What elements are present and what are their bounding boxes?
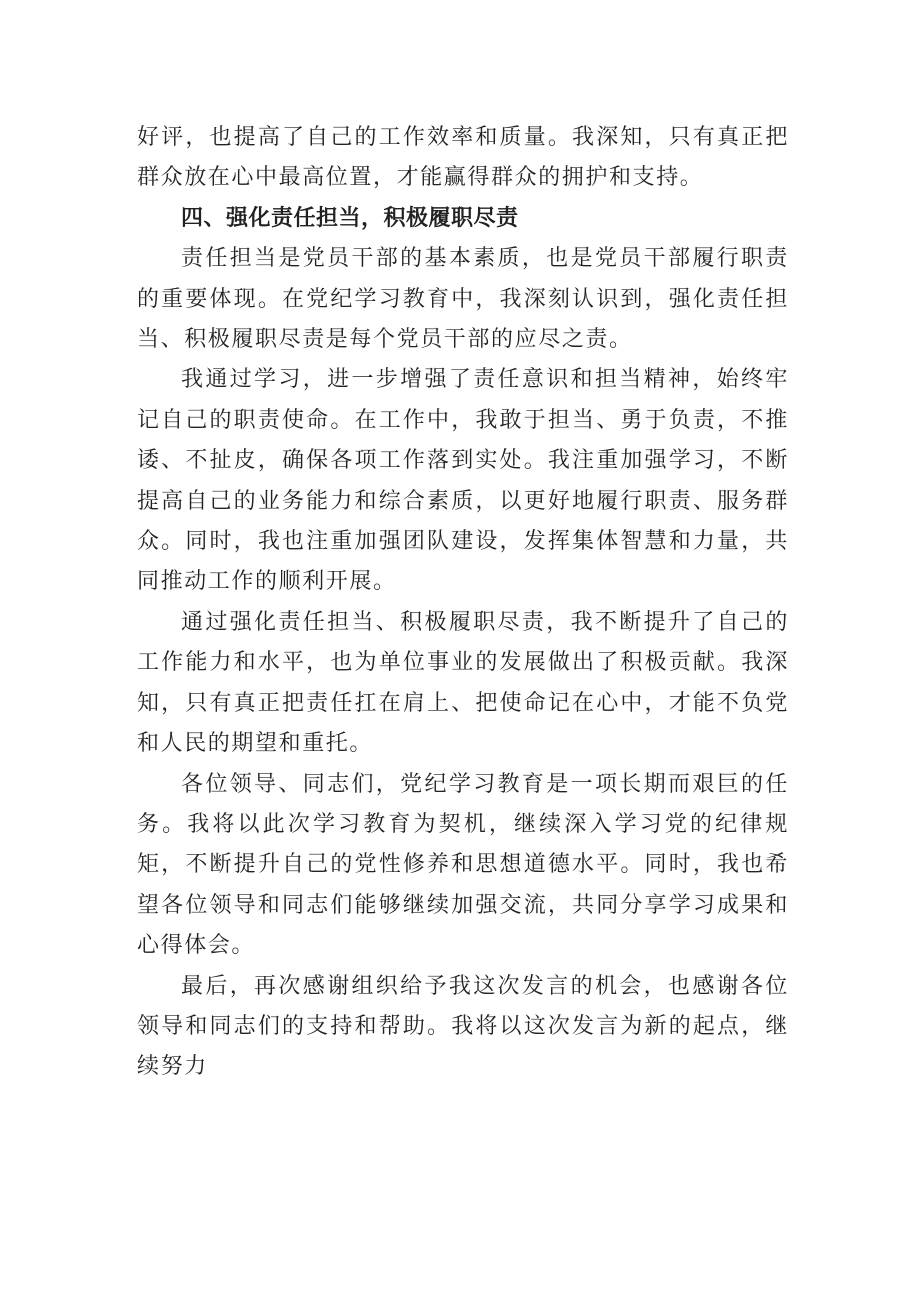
paragraph: 责任担当是党员干部的基本素质，也是党员干部履行职责的重要体现。在党纪学习教育中，我深刻认识到，强化责任担当、积极履职尽责是每个党员干部的应尽之责。 bbox=[137, 246, 789, 353]
paragraph-continuation: 好评，也提高了自己的工作效率和质量。我深知，只有真正把群众放在心中最高位置，才能赢得群众的拥护和支持。 bbox=[137, 125, 789, 191]
paragraph: 通过强化责任担当、积极履职尽责，我不断提升了自己的工作能力和水平，也为单位事业的发展做出了积极贡献。我深知，只有真正把责任扛在肩上、把使命记在心中，才能不负党和人民的期望和重托。 bbox=[137, 609, 789, 757]
paragraph: 我通过学习，进一步增强了责任意识和担当精神，始终牢记自己的职责使命。在工作中，我敢于担当、勇于负责，不推诿、不扯皮，确保各项工作落到实处。我注重加强学习，不断提高自己的业务能力和综合素质，以更好地履行职责、服务群众。同时，我也注重加强团队建设，发挥集体智慧和力量，共同推动工作的顺利开展。 bbox=[137, 367, 789, 595]
paragraph: 最后，再次感谢组织给予我这次发言的机会，也感谢各位领导和同志们的支持和帮助。我将以这次发言为新的起点，继续努力 bbox=[137, 973, 789, 1080]
paragraph: 各位领导、同志们，党纪学习教育是一项长期而艰巨的任务。我将以此次学习教育为契机，继续深入学习党的纪律规矩，不断提升自己的党性修养和思想道德水平。同时，我也希望各位领导和同志们能够继续加强交流，共同分享学习成果和心得体会。 bbox=[137, 771, 789, 959]
section-heading: 四、强化责任担当，积极履职尽责 bbox=[181, 205, 519, 231]
document-body bbox=[137, 118, 789, 1088]
